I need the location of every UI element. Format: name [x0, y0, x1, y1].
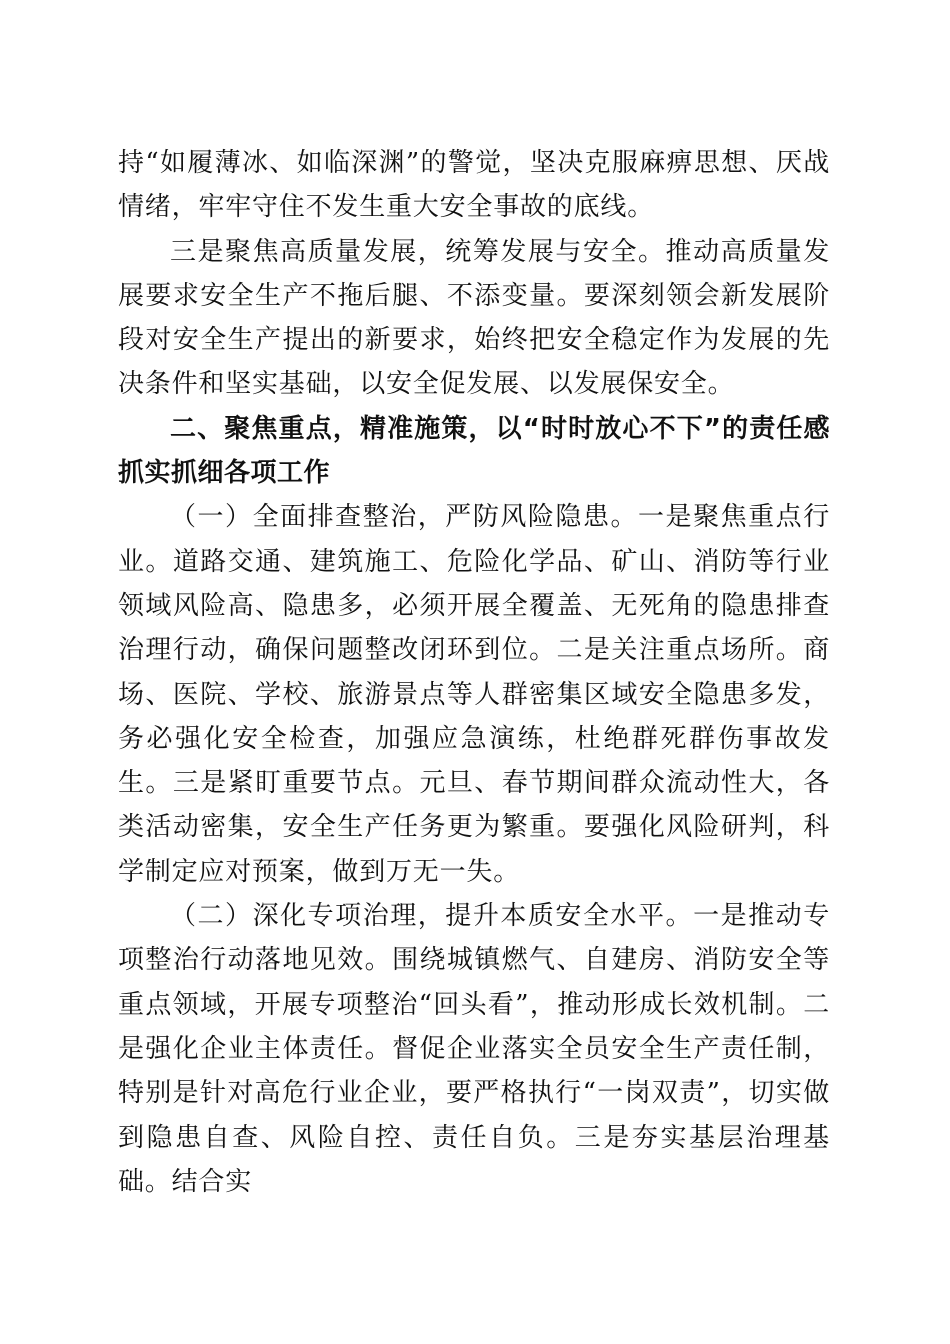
body-paragraph-continuation: 持“如履薄冰、如临深渊”的警觉，坚决克服麻痹思想、厌战情绪，牢牢守住不发生重大安全事故的底线。 — [118, 148, 830, 223]
section-heading-two: 二、聚焦重点，精准施策，以“时时放心不下”的责任感抓实抓细各项工作 — [118, 413, 830, 489]
body-paragraph-subsection-one: （一）全面排查整治，严防风险隐患。一是聚焦重点行业。道路交通、建筑施工、危险化学品、矿山、消防等行业领域风险高、隐患多，必须开展全覆盖、无死角的隐患排查治理行动，确保问题整改闭环到位。二是关注重点场所。商场、医院、学校、旅游景点等人群密集区域安全隐患多发，务必强化安全检查，加强应急演练，杜绝群死群伤事故发生。三是紧盯重要节点。元旦、春节期间群众流动性大，各类活动密集，安全生产任务更为繁重。要强化风险研判，科学制定应对预案，做到万无一失。 — [118, 502, 830, 887]
body-paragraph-subsection-two: （二）深化专项治理，提升本质安全水平。一是推动专项整治行动落地见效。围绕城镇燃气、自建房、消防安全等重点领域，开展专项整治“回头看”，推动形成长效机制。二是强化企业主体责任。督促企业落实全员安全生产责任制，特别是针对高危行业企业，要严格执行“一岗双责”，切实做到隐患自查、风险自控、责任自负。三是夯实基层治理基础。结合实 — [118, 901, 830, 1197]
body-paragraph-item-three: 三是聚焦高质量发展，统筹发展与安全。推动高质量发展要求安全生产不拖后腿、不添变量。要深刻领会新发展阶段对安全生产提出的新要求，始终把安全稳定作为发展的先决条件和坚实基础，以安全促发展、以发展保安全。 — [118, 236, 830, 400]
document-page — [118, 141, 830, 1204]
